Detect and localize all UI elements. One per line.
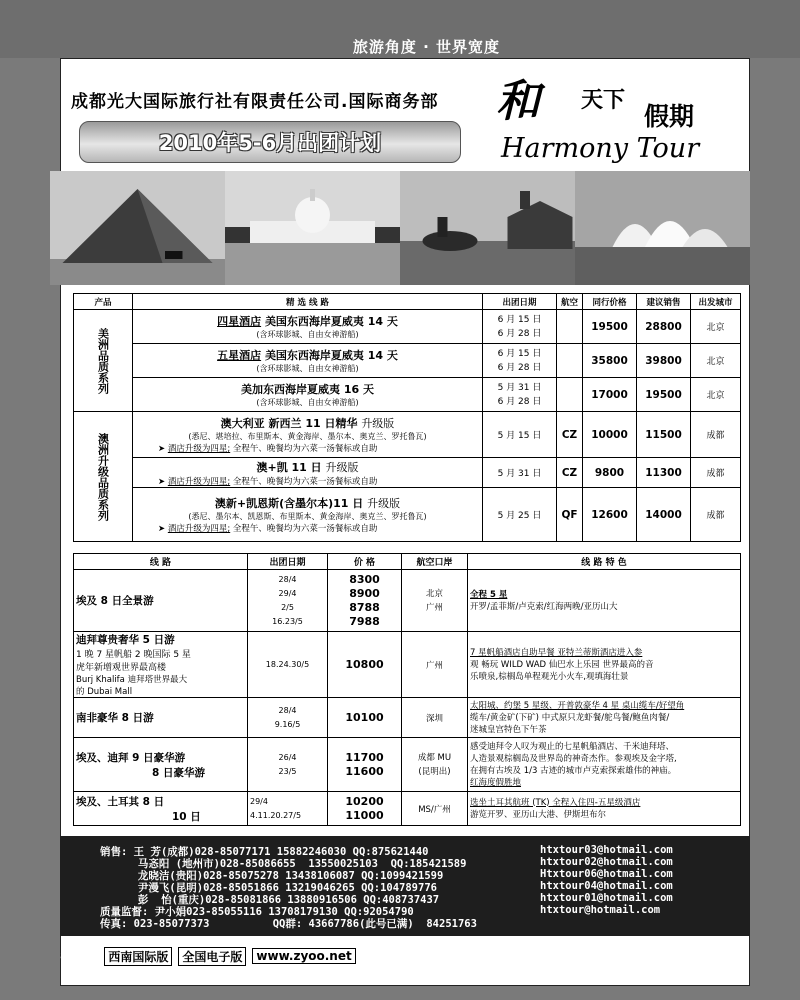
- date: 6 月 28 日: [497, 328, 542, 339]
- email-link[interactable]: htxtour02@hotmail.com: [540, 856, 673, 868]
- table-row: [74, 792, 741, 826]
- departure-city: 成都: [691, 458, 741, 488]
- date: 28/4: [278, 574, 297, 584]
- group-label-america: 美洲品质系列: [74, 310, 133, 412]
- route-title: 澳+凯 11 日: [256, 460, 322, 474]
- date: 5 月 31 日: [483, 458, 557, 488]
- route-title: 美国东西海岸夏威夷 14 天: [264, 315, 398, 328]
- date: 26/4: [278, 752, 297, 762]
- route-name: 10 日: [172, 810, 201, 823]
- route-detail: Burj Khalifa 迪拜塔世界最大: [76, 675, 188, 685]
- price: 10800: [328, 632, 402, 698]
- retail-price: 11300: [637, 458, 691, 488]
- brand-logo-he: 和: [496, 76, 540, 127]
- feature-line: 全程 5 星: [470, 589, 508, 600]
- feature-line: 选坐土耳其航班 (TK) 全程入住四-五星级酒店: [470, 797, 641, 808]
- price: 10200: [345, 794, 384, 808]
- feature-line: 迷城皇宫特色下午茶: [470, 724, 547, 735]
- retail-price: 39800: [637, 344, 691, 378]
- airline: [557, 310, 583, 344]
- price: 7988: [349, 614, 380, 628]
- feature-line: 在拥有古埃及 1/3 古迹的城市卢克索探索雄伟的神庙。: [470, 765, 677, 776]
- departure-city: 北京: [691, 378, 741, 412]
- col-header: 线 路: [74, 554, 248, 570]
- date: 28/4: [278, 705, 297, 715]
- route-name: 8 日豪华游: [152, 766, 205, 779]
- contact-line: 尹漫飞(昆明)028-85051866 13219046265 QQ:104789776: [100, 882, 437, 894]
- date: 6 月 15 日: [497, 348, 542, 359]
- contact-panel: [60, 836, 750, 936]
- footer-label: 前靠: [74, 949, 99, 964]
- hotel-grade: 五星酒店: [217, 349, 262, 362]
- route-sub: (含环球影城、自由女神游船): [256, 364, 359, 373]
- price: 11000: [345, 808, 384, 822]
- contact-line: 质量监督: 尹小娟023-85055116 13708179130 QQ:92054790: [100, 906, 414, 918]
- peer-price: 35800: [583, 344, 637, 378]
- email-link[interactable]: htxtour@hotmail.com: [540, 904, 661, 916]
- peer-price: 19500: [583, 310, 637, 344]
- table-row: [74, 378, 741, 412]
- col-header: 出团日期: [483, 294, 557, 310]
- port: 北京: [425, 588, 443, 599]
- col-header: 出发城市: [691, 294, 741, 310]
- email-link[interactable]: htxtour03@hotmail.com: [540, 844, 673, 856]
- meal-note: 全程午、晚餐均为六菜一汤餐标或自助: [232, 444, 378, 454]
- meal-note: 全程午、晚餐均为六菜一汤餐标或自助: [232, 524, 378, 534]
- date: 6 月 15 日: [497, 314, 542, 325]
- departure-city: 成都: [691, 488, 741, 542]
- price: 11600: [345, 764, 384, 778]
- departure-city: 成都: [691, 412, 741, 458]
- route-sub: (含环球影城、自由女神游船): [256, 330, 359, 339]
- route-name: 埃及、土耳其 8 日: [76, 795, 165, 808]
- upgrade-tag: 升级版: [367, 497, 401, 510]
- plan-title: 2010年5-6月出团计划: [79, 121, 461, 163]
- feature-line: 开罗/孟菲斯/卢克索/红海两晚/亚历山大: [470, 601, 618, 612]
- route-name: 埃及 8 日全景游: [74, 570, 248, 632]
- group-label-australia: 澳洲升级品质系列: [74, 412, 133, 542]
- contact-line: 销售: 王 芳(成都)028-85077171 15882246030 QQ:875621440: [100, 846, 429, 858]
- col-header: 价 格: [328, 554, 402, 570]
- date: 6 月 28 日: [497, 362, 542, 373]
- feature-line: 红海度假胜地: [470, 777, 522, 788]
- col-header: 同行价格: [583, 294, 637, 310]
- route-detail: 1 晚 7 星帆船 2 晚国际 5 星: [76, 650, 191, 660]
- route-title: 美加东西海岸夏威夷 16 天: [241, 383, 374, 396]
- edition-label: 西南国际版: [104, 947, 172, 966]
- contact-line: 马忞阳 (地州市)028-85086655 13550025103 QQ:185421589: [100, 858, 467, 870]
- airline: CZ: [557, 412, 583, 458]
- airline: [557, 378, 583, 412]
- contact-line: 传真: 023-85077373 QQ群: 43667786(此号已满) 84251763: [100, 918, 477, 930]
- feature-line: 游览开罗、亚历山大港、伊斯坦布尔: [470, 809, 607, 820]
- date: 5 月 25 日: [483, 488, 557, 542]
- table-row: 澳新+凯恩斯(含墨尔本)11 日 升级版 (悉尼、墨尔本、凯恩斯、布里斯本、黄金海岸、奥克兰、罗托鲁瓦) ➤ 酒店升级为四星; 全程午、晚餐均为六菜一汤餐标或自助 5 月 25 日 QF 12600 14000 成都: [74, 488, 741, 542]
- feature-line: 人造景观棕榈岛及世界岛的神奇杰作。参观埃及金字塔,: [470, 753, 677, 764]
- date: 18.24.30/5: [248, 632, 328, 698]
- table-row: [74, 698, 741, 738]
- photo-strip: [50, 171, 750, 285]
- route-sub: (含环球影城、自由女神游船): [256, 398, 359, 407]
- airline: QF: [557, 488, 583, 542]
- route-sub: (悉尼、堪培拉、布里斯本、黄金海岸、墨尔本、奥克兰、罗托鲁瓦): [188, 432, 427, 441]
- contact-line: 龙晓洁(贵阳)028-85075278 13438106087 QQ:1099421599: [100, 870, 444, 882]
- cowboy-photo: [400, 171, 575, 285]
- date: 5 月 31 日: [497, 382, 542, 393]
- table-row: [74, 570, 741, 632]
- date: 2/5: [281, 602, 294, 612]
- route-name: 迪拜尊贵奢华 5 日游: [76, 634, 175, 646]
- slogan: 旅游角度 · 世界宽度: [352, 38, 500, 56]
- port: 广州: [402, 632, 468, 698]
- peer-price: 9800: [583, 458, 637, 488]
- retail-price: 14000: [637, 488, 691, 542]
- col-header: 线 路 特 色: [468, 554, 741, 570]
- top-banner: [0, 0, 800, 58]
- page-number: 8: [60, 949, 69, 963]
- brand-logo-en: Harmony Tour: [501, 133, 700, 164]
- contact-line: 彭 怡(重庆)028-85081866 13880916506 QQ:408737437: [100, 894, 440, 906]
- table-row: [74, 738, 741, 792]
- peer-price: 10000: [583, 412, 637, 458]
- pyramid-photo: [50, 171, 225, 285]
- email-link[interactable]: htxtour04@hotmail.com: [540, 880, 673, 892]
- airline: CZ: [557, 458, 583, 488]
- middle-east-africa-table: [73, 553, 741, 826]
- departure-city: 北京: [691, 344, 741, 378]
- col-header: 精 选 线 路: [133, 294, 483, 310]
- retail-price: 11500: [637, 412, 691, 458]
- departure-city: 北京: [691, 310, 741, 344]
- port: 深圳: [402, 698, 468, 738]
- route-title: 澳大利亚 新西兰 11 日精华: [220, 417, 358, 430]
- hotel-upgrade: 酒店升级为四星;: [167, 444, 231, 454]
- price: 8900: [349, 586, 380, 600]
- upgrade-tag: 升级版: [325, 460, 359, 474]
- date: 16.23/5: [272, 616, 303, 626]
- port: (昆明出): [418, 766, 451, 777]
- feature-line: 太阳城、约堡 5 星级、开普敦豪华 4 星 桌山缆车/好望角: [470, 700, 685, 711]
- date: 9.16/5: [274, 719, 301, 729]
- route-name: 南非豪华 8 日游: [74, 698, 248, 738]
- retail-price: 19500: [637, 378, 691, 412]
- opera-house-photo: [575, 171, 750, 285]
- table-row: [74, 344, 741, 378]
- email-link[interactable]: Htxtour06@hotmail.com: [540, 868, 673, 880]
- route-name: 埃及、迪拜 9 日豪华游: [76, 751, 186, 764]
- price: 8300: [349, 572, 380, 586]
- route-detail: 的 Dubai Mall: [76, 687, 133, 697]
- date: 5 月 15 日: [483, 412, 557, 458]
- col-header: 出团日期: [248, 554, 328, 570]
- col-header: 航空口岸: [402, 554, 468, 570]
- feature-line: 7 星帆船酒店自助早餐 亚特兰蒂斯酒店进入参: [470, 647, 643, 658]
- price: 11700: [345, 750, 384, 764]
- hotel-upgrade: 酒店升级为四星;: [167, 524, 231, 534]
- edition-label: 全国电子版: [178, 947, 246, 966]
- table-row: 澳洲升级品质系列 澳大利亚 新西兰 11 日精华 升级版 (悉尼、堪培拉、布里斯本、黄金海岸、墨尔本、奥克兰、罗托鲁瓦) ➤ 酒店升级为四星; 全程午、晚餐均为六菜一汤餐标或自助 5 月 15 日 CZ 10000 11500 成都: [74, 412, 741, 458]
- col-header: 产品: [74, 294, 133, 310]
- brand-logo-jiaqi: 假期: [644, 102, 695, 131]
- port: 成都 MU: [417, 752, 452, 763]
- feature-line: 感受迪拜令人叹为观止的七星帆船酒店、千米迪拜塔、: [470, 741, 675, 752]
- feature-line: 乐喷泉,棕榈岛单程观光小火车,观填海壮景: [470, 671, 629, 682]
- col-header: 航空: [557, 294, 583, 310]
- date: 23/5: [278, 766, 297, 776]
- hotel-grade: 四星酒店: [217, 315, 262, 328]
- route-sub: (悉尼、墨尔本、凯恩斯、布里斯本、黄金海岸、奥克兰、罗托鲁瓦): [188, 512, 427, 521]
- table-row: 澳+凯 11 日 升级版 ➤ 酒店升级为四星; 全程午、晚餐均为六菜一汤餐标或自助 5 月 31 日 CZ 9800 11300 成都: [74, 458, 741, 488]
- price: 8788: [349, 600, 380, 614]
- peer-price: 12600: [583, 488, 637, 542]
- capitol-photo: [225, 171, 400, 285]
- table-row: [74, 310, 741, 344]
- feature-line: 观 畅玩 WILD WAD 仙巴水上乐园 世界最高的音: [470, 659, 654, 670]
- date: 6 月 28 日: [497, 396, 542, 407]
- website-link[interactable]: www.zyoo.net: [252, 948, 355, 964]
- company-name: 成都光大国际旅行社有限责任公司.国际商务部: [71, 92, 439, 112]
- price: 10100: [328, 698, 402, 738]
- upgrade-tag: 升级版: [361, 417, 395, 430]
- date: 29/4: [250, 796, 268, 806]
- page-footer: [60, 948, 356, 964]
- route-detail: 虎年新增观世界最高楼: [76, 663, 167, 673]
- hotel-upgrade: 酒店升级为四星;: [167, 476, 231, 487]
- brand-logo-tianxia: 天下: [581, 88, 626, 113]
- america-australia-table: [73, 293, 741, 542]
- route-title: 澳新+凯恩斯(含墨尔本)11 日: [214, 497, 364, 510]
- date: 4.11.20.27/5: [250, 810, 302, 820]
- route-title: 美国东西海岸夏威夷 14 天: [264, 349, 398, 362]
- airline: [557, 344, 583, 378]
- peer-price: 17000: [583, 378, 637, 412]
- port: 广州: [425, 602, 443, 613]
- date: 29/4: [278, 588, 297, 598]
- feature-line: 缆车/黄金矿(下矿) 中式原只龙虾餐/鸵鸟餐/鲍鱼肉餐/: [470, 712, 670, 723]
- retail-price: 28800: [637, 310, 691, 344]
- port: MS/广州: [402, 792, 468, 826]
- col-header: 建议销售: [637, 294, 691, 310]
- meal-note: 全程午、晚餐均为六菜一汤餐标或自助: [232, 476, 378, 487]
- email-link[interactable]: htxtour01@hotmail.com: [540, 892, 673, 904]
- table-row: [74, 632, 741, 698]
